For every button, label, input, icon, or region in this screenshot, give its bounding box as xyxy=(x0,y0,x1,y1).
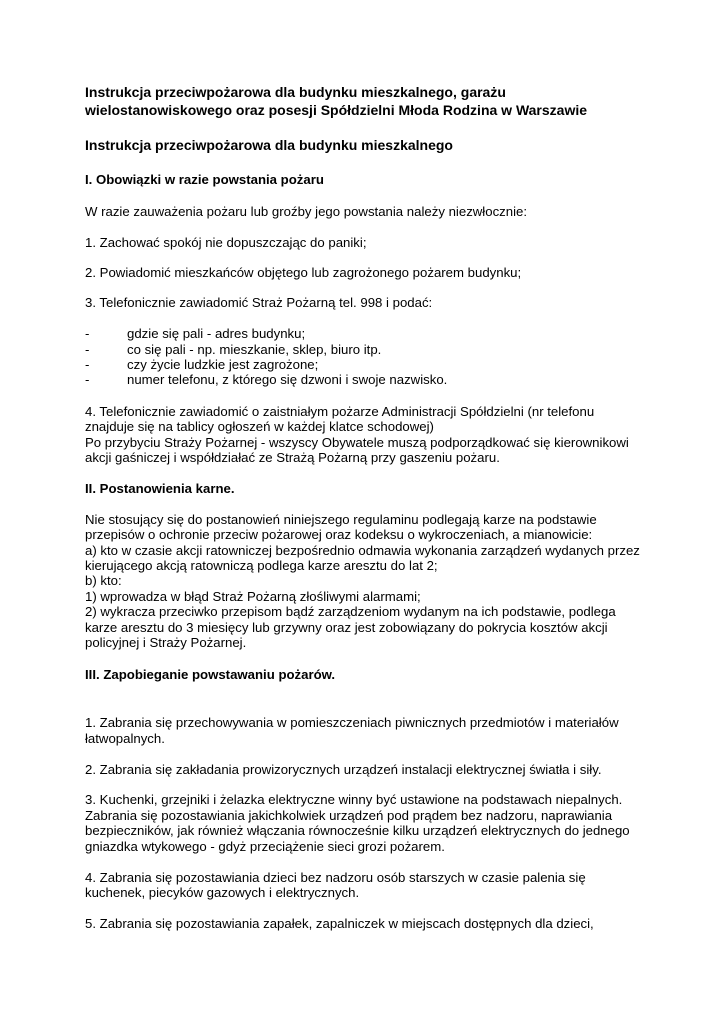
section-3-p4-line: 4. Zabrania się pozostawiania dzieci bez nadzoru osób starszych w czasie palenia się xyxy=(85,870,586,885)
section-1-item-4-line: znajduje się na tablicy ogłoszeń w każdej klatce schodowej) xyxy=(85,419,434,434)
bullet-text: co się pali - np. mieszkanie, sklep, biuro itp. xyxy=(127,342,382,357)
section-2-line: Nie stosujący się do postanowień niniejszego regulaminu podlegają karze na podstawie xyxy=(85,512,597,527)
section-3-p3-line: Zabrania się pozostawiania jakichkolwiek urządzeń pod prądem bez nadzoru, naprawiania xyxy=(85,808,613,823)
section-2-line: karze aresztu do 3 miesięcy lub grzywny oraz jest zobowiązany do pokrycia kosztów akcji xyxy=(85,620,608,635)
bullet-dash: - xyxy=(85,326,90,341)
section-2-line: a) kto w czasie akcji ratowniczej bezpośrednio odmawia wykonania zarządzeń wydanych przez xyxy=(85,543,640,558)
section-1-item-1: 1. Zachować spokój nie dopuszczając do paniki; xyxy=(85,235,367,250)
section-3-p5: 5. Zabrania się pozostawiania zapałek, zapalniczek w miejscach dostępnych dla dzieci, xyxy=(85,916,594,931)
section-3-p1-line: łatwopalnych. xyxy=(85,731,165,746)
section-3-p3-line: 3. Kuchenki, grzejniki i żelazka elektryczne winny być ustawione na podstawach niepalnych. xyxy=(85,792,623,807)
section-2-line: b) kto: xyxy=(85,573,122,588)
section-2-heading: II. Postanowienia karne. xyxy=(85,481,235,496)
section-1-item-4-line: 4. Telefonicznie zawiadomić o zaistniałym pożarze Administracji Spółdzielni (nr telefonu xyxy=(85,404,595,419)
document-subtitle: Instrukcja przeciwpożarowa dla budynku mieszkalnego xyxy=(85,137,453,153)
bullet-text: gdzie się pali - adres budynku; xyxy=(127,326,306,341)
section-2-line: kierującego akcją ratowniczą podlega karze aresztu do lat 2; xyxy=(85,558,438,573)
section-1-heading: I. Obowiązki w razie powstania pożaru xyxy=(85,172,324,187)
section-1-intro: W razie zauważenia pożaru lub groźby jego powstania należy niezwłocznie: xyxy=(85,204,528,219)
section-3-p3-line: gniazdka wtykowego - gdyż przeciążenie sieci grozi pożarem. xyxy=(85,839,445,854)
document-title-line-1: Instrukcja przeciwpożarowa dla budynku mieszkalnego, garażu xyxy=(85,84,506,100)
bullet-text: czy życie ludzkie jest zagrożone; xyxy=(127,357,319,372)
section-2-line: 1) wprowadza w błąd Straż Pożarną złośliwymi alarmami; xyxy=(85,589,421,604)
section-1-item-2: 2. Powiadomić mieszkańców objętego lub zagrożonego pożarem budynku; xyxy=(85,265,522,280)
section-2-line: policyjnej i Straży Pożarnej. xyxy=(85,635,247,650)
section-3-p2: 2. Zabrania się zakładania prowizorycznych urządzeń instalacji elektrycznej światła i siły. xyxy=(85,762,602,777)
bullet-dash: - xyxy=(85,342,90,357)
section-3-p4-line: kuchenek, piecyków gazowych i elektrycznych. xyxy=(85,885,360,900)
section-1-item-3: 3. Telefonicznie zawiadomić Straż Pożarną tel. 998 i podać: xyxy=(85,295,433,310)
section-3-p3-line: bezpieczników, jak również włączania równocześnie kilku urządzeń elektrycznych do jednego xyxy=(85,823,630,838)
section-1-item-4-line: akcji gaśniczej i współdziałać ze Strażą Pożarną przy gaszeniu pożaru. xyxy=(85,450,500,465)
section-3-p1-line: 1. Zabrania się przechowywania w pomieszczeniach piwnicznych przedmiotów i materiałów xyxy=(85,715,619,730)
section-2-line: 2) wykracza przeciwko przepisom bądź zarządzeniom wydanym na ich podstawie, podlega xyxy=(85,604,616,619)
bullet-text: numer telefonu, z którego się dzwoni i swoje nazwisko. xyxy=(127,372,448,387)
section-2-line: przepisów o ochronie przeciw pożarowej oraz kodeksu o wykroczeniach, a mianowicie: xyxy=(85,527,593,542)
bullet-dash: - xyxy=(85,372,90,387)
section-3-heading: III. Zapobieganie powstawaniu pożarów. xyxy=(85,667,336,682)
section-1-item-4-line: Po przybyciu Straży Pożarnej - wszyscy Obywatele muszą podporządkować się kierownikowi xyxy=(85,435,629,450)
bullet-dash: - xyxy=(85,357,90,372)
document-title-line-2: wielostanowiskowego oraz posesji Spółdzielni Młoda Rodzina w Warszawie xyxy=(85,102,588,118)
